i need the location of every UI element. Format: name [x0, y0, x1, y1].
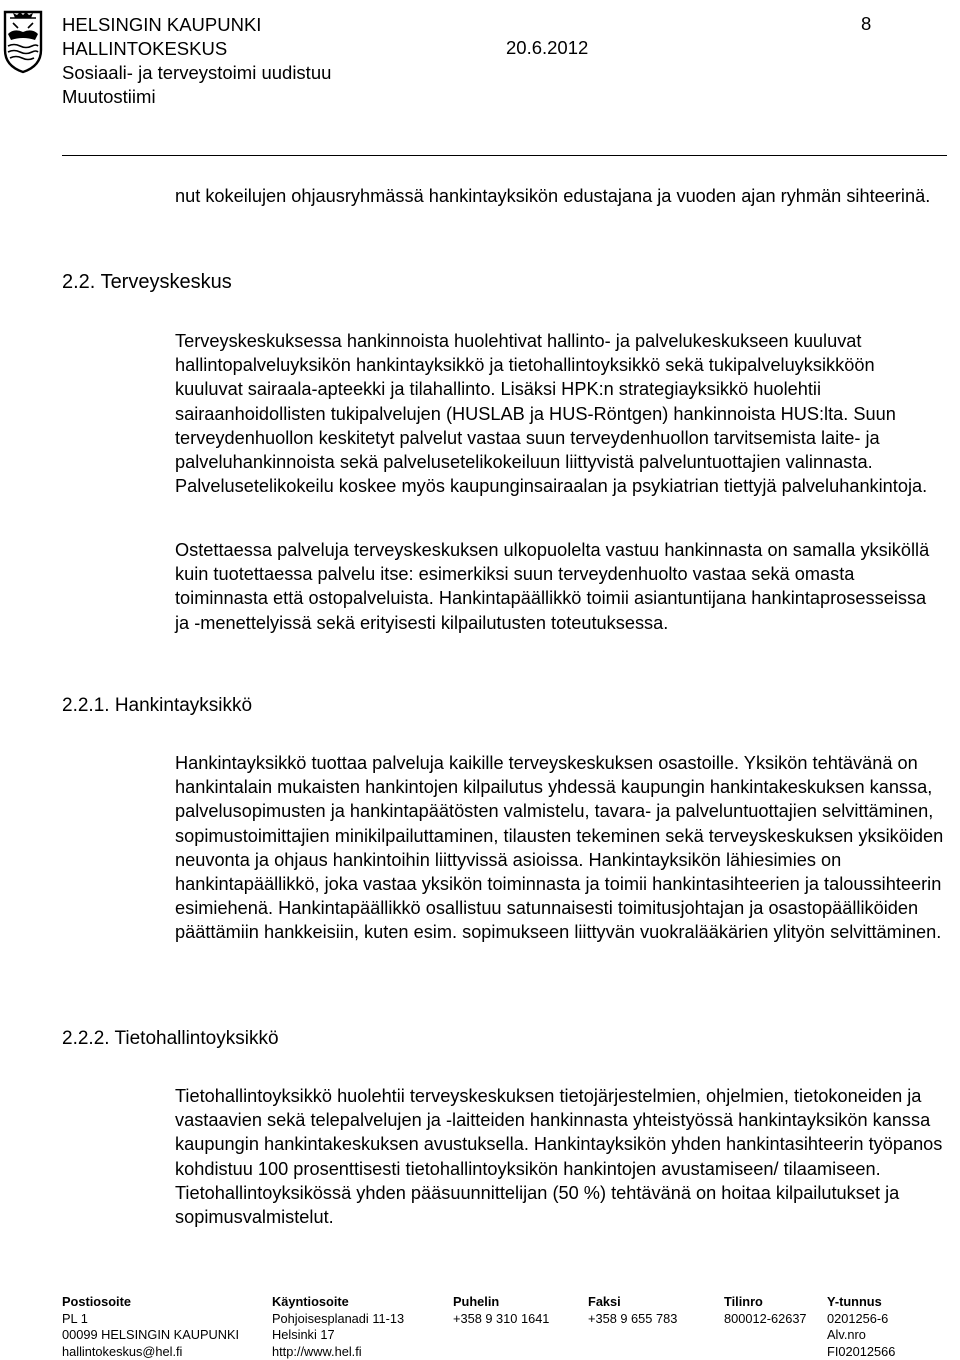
subsection-1-paragraph: [175, 751, 945, 945]
page-number: 8: [861, 13, 872, 34]
header-team: Muutostiimi: [62, 86, 156, 107]
footer-fax-number: +358 9 655 783: [588, 1310, 678, 1326]
section-paragraph-1: [175, 329, 945, 498]
header-date: 20.6.2012: [506, 37, 589, 58]
section-heading: [62, 271, 232, 294]
footer-business-id-value: 0201256-6: [827, 1310, 889, 1326]
footer-phone: [453, 1294, 549, 1327]
footer-account-heading: Tilinro: [724, 1294, 763, 1309]
intro-text: nut kokeilujen ohjausryhmässä hankintayksikön edustajana ja vuoden ajan ryhmän sihteerinä.: [175, 186, 931, 206]
footer-postal-city: 00099 HELSINGIN KAUPUNKI: [62, 1327, 240, 1342]
subsection-2-heading: 2.2.2. Tietohallintoyksikkö: [62, 1028, 279, 1049]
header-organization: [62, 13, 331, 109]
footer-vat-label: Alv.nro: [827, 1327, 866, 1342]
subsection-1-text: Hankintayksikkö tuottaa palveluja kaikille terveyskeskuksen osastoille. Yksikön tehtävänä on hankintalain mukaisten hankintojen kilpailutus yhdessä kaupungin hankintakeskuksen kanssa, palvelusopimusten ja hankintapäätösten valmistelu, tavara- ja palveluntuottajien selvittäminen, sopimustoimittajien minikilpailuttaminen, tilausten tekeminen sekä terveyskeskuksen yksiköiden neuvonta ja ohjaus hankintoihin liittyvissä asioissa. Hankintayksikön lähiesimies on hankintapäällikkö, joka vastaa yksikön toiminnasta ja toimii hankintasihteerien ja taloussihteerin esimiehenä. Hankintapäällikkö osallistuu satunnaisesti toimitusjohtajan ja osastopäälliköiden päättämiin hankkeisiin, kuten esim. sopimukseen liittyvän vuokralääkärien ylityön selvittäminen.: [175, 753, 944, 943]
footer-phone-number: +358 9 310 1641: [453, 1310, 550, 1326]
footer-email-link[interactable]: hallintokeskus@hel.fi: [62, 1343, 183, 1359]
footer-visiting-heading: Käyntiosoite: [272, 1294, 349, 1309]
section-title: Terveyskeskus: [100, 271, 232, 293]
footer-business-id-heading: Y-tunnus: [827, 1294, 882, 1309]
footer-account-number: 800012-62637: [724, 1310, 807, 1326]
header-department: HALLINTOKESKUS: [62, 38, 228, 59]
footer-fax-heading: Faksi: [588, 1294, 621, 1309]
footer-visiting-street: Pohjoisesplanadi 11-13: [272, 1310, 405, 1326]
intro-paragraph: [175, 184, 945, 208]
footer-visiting-address: [272, 1294, 404, 1360]
section-paragraph-2-text: Ostettaessa palveluja terveyskeskuksen ulkopuolelta vastuu hankinnasta on samalla yksiköllä kuin tuotettaessa palvelu itse: esimerkiksi suun terveydenhuolto vastaa sekä omasta toiminnasta että ostopalveluista. Hankintapäällikkö toimii asiantuntijana hankintaprosesseissa ja -menettelyissä sekä erityisesti kilpailutusten toteutuksessa.: [175, 540, 930, 633]
footer-postal-box: PL 1: [62, 1310, 88, 1326]
footer-account: [724, 1294, 807, 1327]
footer-postal-address: [62, 1294, 239, 1360]
subsection-2-text: Tietohallintoyksikkö huolehtii terveyskeskuksen tietojärjestelmien, ohjelmien, tietokoneiden ja vastaavien sekä telepalvelujen ja -laitteiden hankinnasta yhteistyössä hankintayksikön kanssa kaupungin hankintakeskuksen avustuksella. Hankintayksikön yhden hankintasihteerin työpanos kohdistuu 100 prosenttisesti tietohallintoyksikön hankintojen avustamiseen/ tilaamiseen. Tietohallintoyksikössä yhden pääsuunnittelijan (50 %) tehtävänä on hoitaa kilpailutukset ja sopimusvalmistelut.: [175, 1086, 943, 1228]
footer-vat-number: FI02012566: [827, 1343, 896, 1359]
footer-postal-heading: Postiosoite: [62, 1294, 131, 1309]
helsinki-crest-logo: [2, 10, 44, 74]
section-number: 2.2.: [62, 271, 96, 293]
header-org-name: HELSINGIN KAUPUNKI: [62, 14, 262, 35]
section-paragraph-1-text: Terveyskeskuksessa hankinnoista huolehtivat hallinto- ja palvelukeskukseen kuuluvat hallintopalveluyksikön hankintayksikkö ja tietohallintoyksikkö sekä tukipalveluyksikköön kuuluvat sairaala-apteekki ja tilahallinto. Lisäksi HPK:n strategiayksikkö huolehtii sairaanhoidollisten tukipalvelujen (HUSLAB ja HUS-Röntgen) hankinnoista HUS:lta. Suun terveydenhuollon keskitetyt palvelut vastaa suun terveydenhuollon tarvitsemista laite- ja palveluhankinnoista sekä palvelusetelikokeiluun liittyvistä palveluntuottajien valinnasta. Palvelusetelikokeilu koskee myös kaupunginsairaalan ja psykiatrian tiettyjä palveluhankintoja.: [175, 331, 928, 497]
header-project: Sosiaali- ja terveystoimi uudistuu: [62, 62, 332, 83]
subsection-1-heading: 2.2.1. Hankintayksikkö: [62, 695, 253, 716]
footer-website-link[interactable]: http://www.hel.fi: [272, 1343, 362, 1359]
footer-business-id: [827, 1294, 895, 1360]
footer-visiting-city: Helsinki 17: [272, 1327, 335, 1342]
footer-phone-heading: Puhelin: [453, 1294, 500, 1309]
header-divider: [62, 155, 947, 156]
footer-fax: [588, 1294, 677, 1327]
subsection-2-paragraph: [175, 1084, 945, 1229]
section-paragraph-2: [175, 538, 945, 635]
